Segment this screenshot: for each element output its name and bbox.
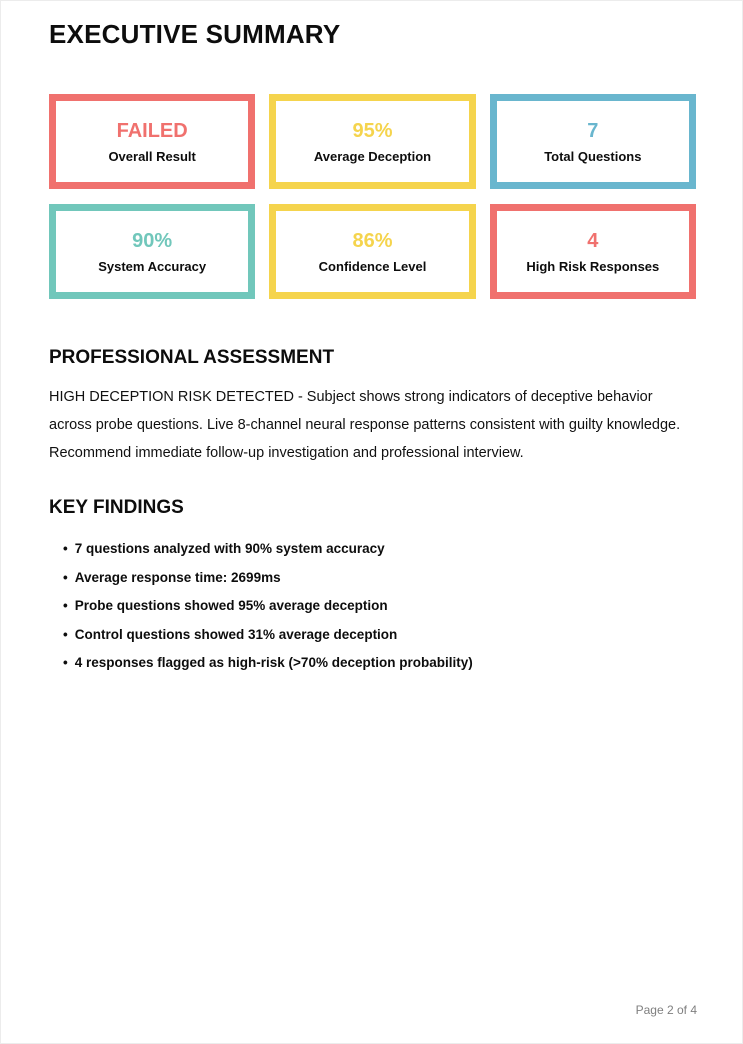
stat-card-high-risk-responses [490, 204, 696, 299]
page-number: Page 2 of 4 [635, 1003, 697, 1017]
card-value: 7 [587, 119, 599, 142]
card-label: Total Questions [544, 148, 642, 164]
bullet-icon: • [63, 626, 68, 642]
finding-item [63, 649, 696, 678]
card-label: Overall Result [108, 148, 196, 164]
stat-card-confidence-level [269, 204, 475, 299]
card-label: Confidence Level [318, 258, 427, 274]
finding-item [63, 592, 696, 621]
summary-cards-grid [49, 94, 696, 299]
bullet-icon: • [63, 541, 68, 556]
assessment-heading: PROFESSIONAL ASSESSMENT [49, 347, 335, 368]
finding-text: Average response time: 2699ms [74, 569, 281, 585]
card-value: 86% [352, 229, 393, 252]
finding-item [63, 564, 696, 593]
finding-text: Control questions showed 31% average deception [74, 626, 398, 642]
card-value: 90% [132, 229, 173, 252]
finding-text: Probe questions showed 95% average deception [74, 598, 388, 613]
card-label: Average Deception [313, 148, 432, 164]
card-value: FAILED [116, 119, 188, 142]
card-label: High Risk Responses [526, 258, 660, 274]
stat-card-system-accuracy [49, 204, 255, 299]
bullet-icon: • [63, 655, 68, 670]
finding-item [63, 621, 696, 650]
stat-card-total-questions [490, 94, 696, 189]
card-value: 95% [352, 119, 393, 142]
findings-heading: KEY FINDINGS [49, 497, 184, 518]
bullet-icon: • [63, 569, 68, 585]
page-title: EXECUTIVE SUMMARY [49, 19, 341, 49]
finding-text: 4 responses flagged as high-risk (>70% deception probability) [74, 655, 473, 670]
stat-card-average-deception [269, 94, 475, 189]
card-value: 4 [587, 229, 599, 252]
findings-list [49, 535, 696, 678]
assessment-body-text: HIGH DECEPTION RISK DETECTED - Subject shows strong indicators of deceptive behavior across probe questions. Live 8-channel neural response patterns consistent with guilty knowledge. Recommend immediate follow-up investigation and professional interview. [49, 389, 681, 461]
bullet-icon: • [63, 598, 68, 613]
stat-card-overall-result [49, 94, 255, 189]
finding-item [63, 535, 696, 564]
card-label: System Accuracy [98, 258, 207, 274]
finding-text: 7 questions analyzed with 90% system accuracy [74, 541, 385, 556]
